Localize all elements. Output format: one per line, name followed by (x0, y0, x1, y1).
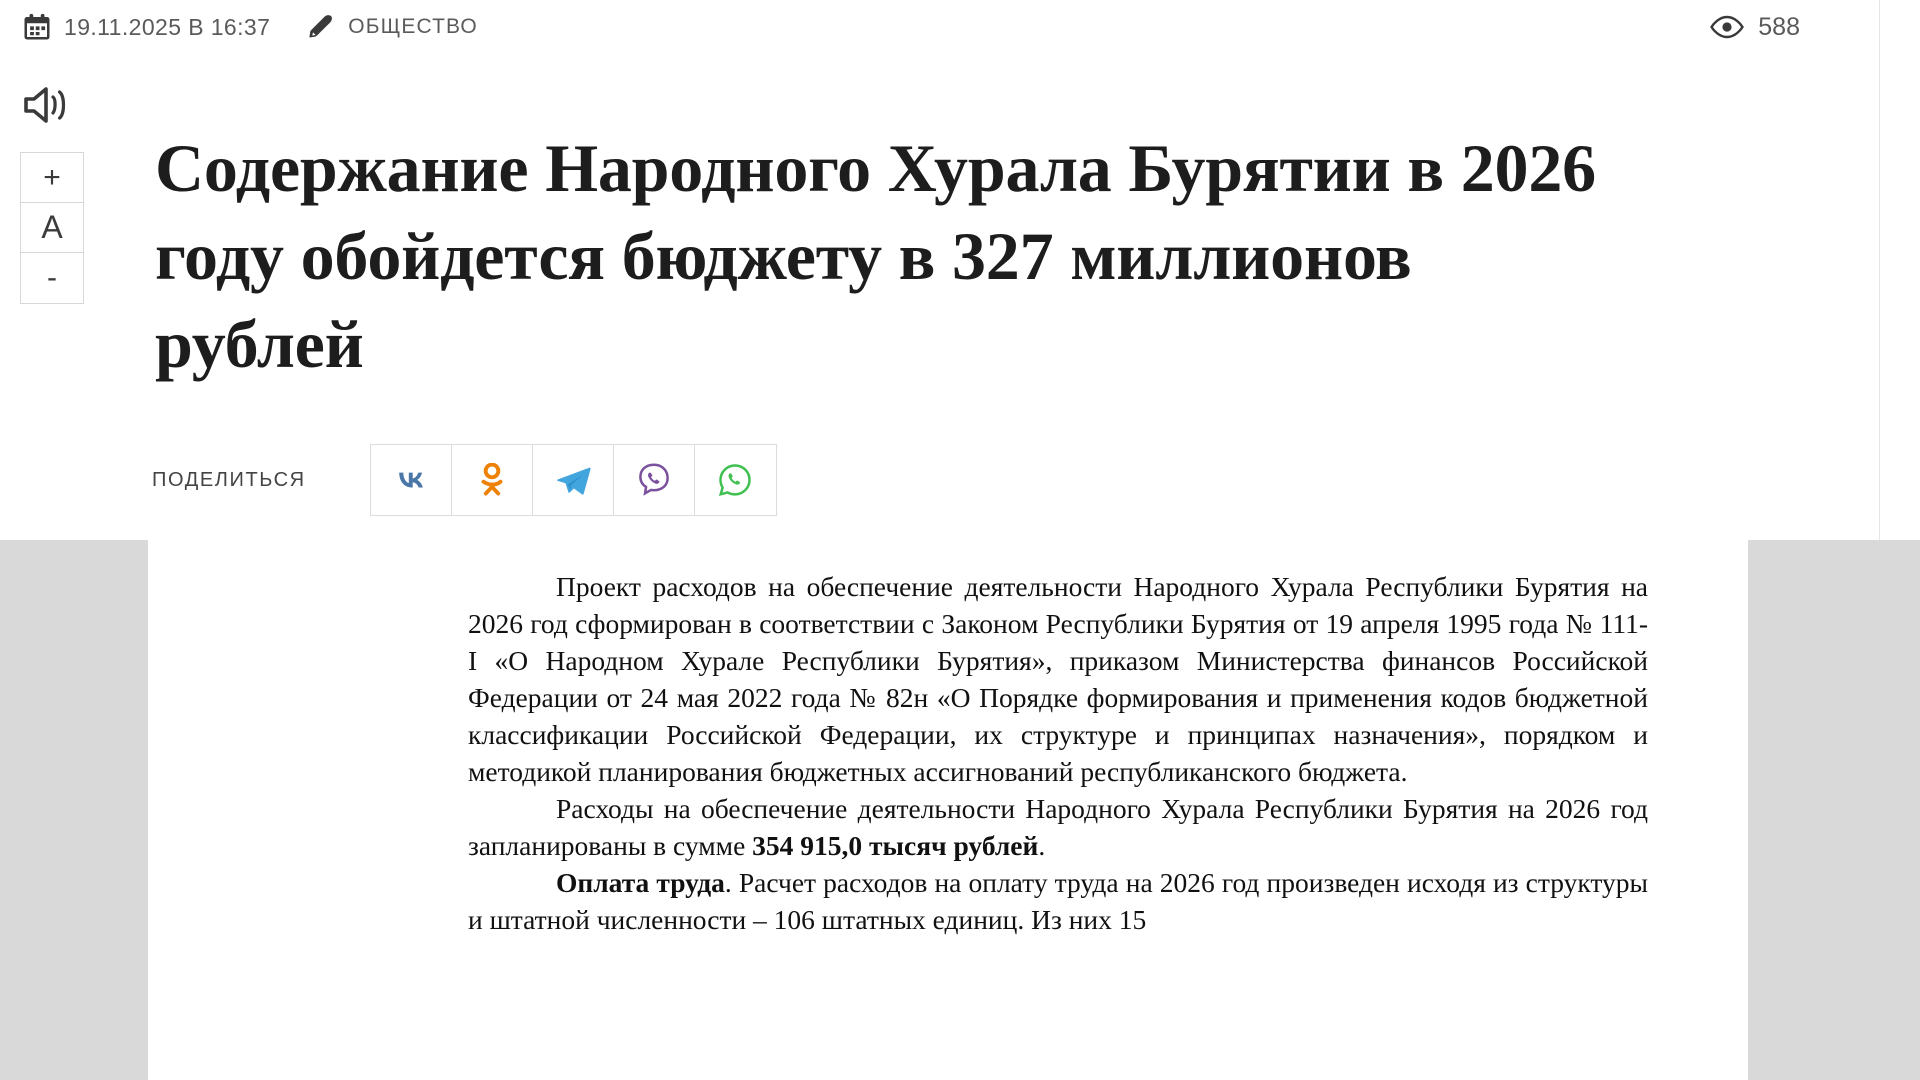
document-paragraph: Проект расходов на обеспечение деятельности Народного Хурала Республики Бурятия на 2026 год сформирован в соответствии с Законом Республики Бурятия от 19 апреля 1995 года № 111-I «О Народном Хурале Республики Бурятия», приказом Министерства финансов Российской Федерации от 24 мая 2022 года № 82н «О Порядке формирования и применения кодов бюджетной классификации Российской Федерации, их структуре и принципах назначения», порядком и методикой планирования бюджетных ассигнований республиканского бюджета. (468, 571, 1648, 787)
views-group (1710, 13, 1800, 42)
listen-article-button[interactable] (20, 76, 86, 134)
speaker-icon (20, 82, 74, 128)
font-increase-button[interactable]: + (21, 153, 83, 203)
odnoklassniki-icon (479, 463, 505, 497)
viber-icon (638, 463, 670, 497)
font-size-controls (20, 152, 84, 304)
share-viber-button[interactable] (614, 445, 695, 515)
document-paragraph: Оплата труда. Расчет расходов на оплату труда на 2026 год произведен исходя из структуры и штатной численности – 106 штатных единиц. Из них 15 (468, 867, 1648, 935)
calendar-icon (22, 12, 52, 42)
share-row (152, 444, 777, 516)
meta-left-group (22, 12, 478, 42)
views-count-text: 588 (1758, 12, 1800, 41)
page-title: Содержание Народного Хурала Бурятии в 2026 году обойдется бюджету в 327 миллионов рублей (155, 129, 1596, 382)
document-subheading: Оплата труда (556, 867, 725, 898)
eye-icon (1710, 14, 1744, 40)
document-text (148, 540, 1748, 938)
share-odnoklassniki-button[interactable] (452, 445, 533, 515)
share-telegram-button[interactable] (533, 445, 614, 515)
share-label: ПОДЕЛИТЬСЯ (152, 468, 306, 491)
publish-date (22, 12, 270, 42)
telegram-icon (555, 465, 591, 495)
whatsapp-icon (718, 463, 752, 497)
font-decrease-button[interactable]: - (47, 261, 57, 294)
article-tools-rail (20, 76, 86, 304)
page-right-gutter (1879, 0, 1920, 540)
article-meta-row (0, 0, 1880, 54)
tag-icon (306, 12, 336, 42)
document-page (148, 540, 1748, 1080)
document-paragraph: Расходы на обеспечение деятельности Народного Хурала Республики Бурятия на 2026 год запланированы в сумме 354 915,0 тысяч рублей. (468, 793, 1648, 861)
document-viewer[interactable] (0, 540, 1920, 1080)
font-reset-button[interactable]: A (21, 203, 83, 253)
document-amount: 354 915,0 тысяч рублей (752, 830, 1039, 861)
vk-icon (391, 467, 431, 493)
share-vk-button[interactable] (371, 445, 452, 515)
share-whatsapp-button[interactable] (695, 445, 776, 515)
share-buttons (370, 444, 777, 516)
publish-date-text: 19.11.2025 В 16:37 (64, 13, 271, 40)
article-category-text: ОБЩЕСТВО (348, 15, 478, 38)
article-category[interactable] (306, 12, 478, 42)
